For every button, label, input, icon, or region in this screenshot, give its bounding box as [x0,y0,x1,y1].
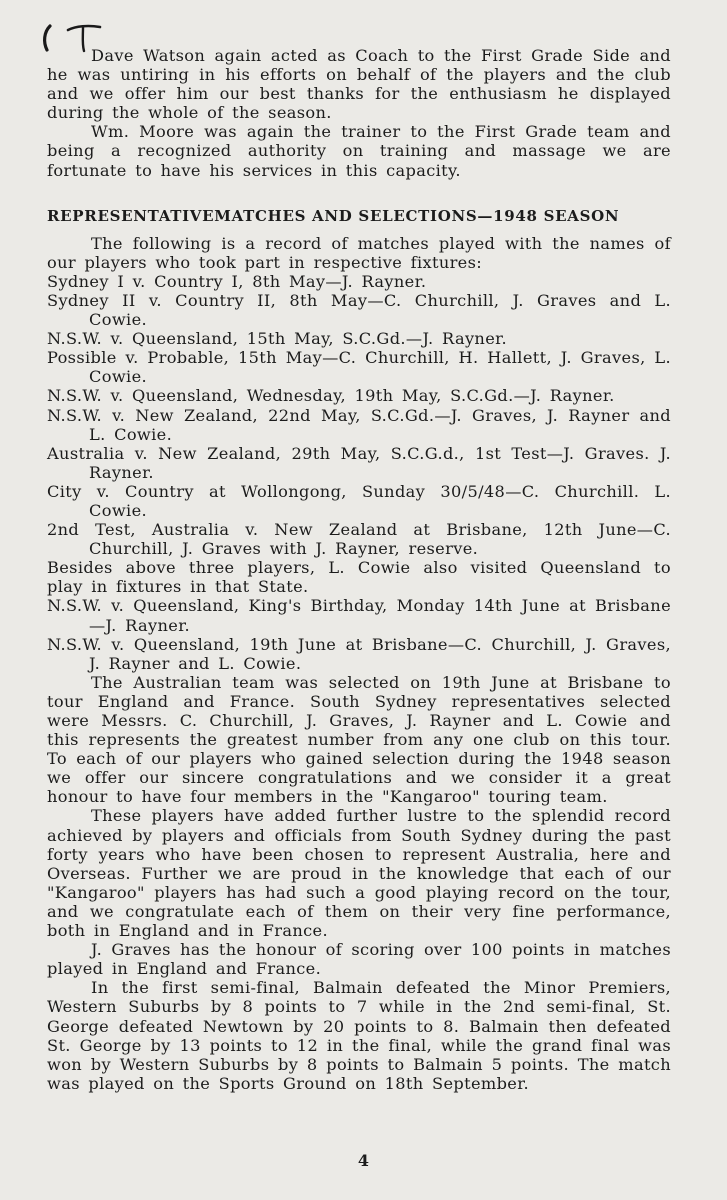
fixture-entry: Australia v. New Zealand, 29th May, S.C.G.d., 1st Test—J. Graves. J. Rayner. [47,443,671,482]
record-intro-paragraph: The following is a record of matches played with the names of our players who took part in respective fixtures: [47,233,671,272]
coach-paragraph: Dave Watson again acted as Coach to the First Grade Side and he was untiring in his efforts on behalf of the players and the club and we offer him our best thanks for the enthusiasm he displayed during the whole of the season. [47,46,671,123]
section-heading: REPRESENTATIVEMATCHES AND SELECTIONS—1948 SEASON [47,206,620,225]
kangaroo-selection-paragraph: The Australian team was selected on 19th June at Brisbane to tour England and France. South Sydney representatives selected were Messrs. C. Churchill, J. Graves, J. Rayner and L. Cowie and this represents the greatest number from any one club on this tour. To each of our players who gained selection during the 1948 season we offer our sincere congratulations and we consider it a great honour to have four members in the "Kangaroo" touring team. [47,672,671,807]
fixture-entry: City v. Country at Wollongong, Sunday 30/5/48—C. Churchill. L. Cowie. [47,481,671,520]
finals-paragraph: In the first semi-final, Balmain defeated the Minor Premiers, Western Suburbs by 8 points to 7 while in the 2nd semi-final, St. George defeated Newtown by 20 points to 8. Balmain then defeated St. George by 13 points to 12 in the final, while the grand final was won by Western Suburbs by 8 points to Balmain 5 points. The match was played on the Sports Ground on 18th September. [47,978,671,1093]
handwritten-mark-icon [38,18,108,78]
lustre-paragraph: These players have added further lustre to the splendid record achieved by players and officials from South Sydney during the past forty years who have been chosen to represent Australia, here and Overseas. Further we are proud in the knowledge that each of our "Kangaroo" players has had such a good playing record on the tour, and we congratulate each of them on their very fine performance, both in England and in France. [47,806,671,941]
graves-scoring-paragraph: J. Graves has the honour of scoring over 100 points in matches played in England and France. [47,940,671,979]
fixture-entry: N.S.W. v. Queensland, King's Birthday, Monday 14th June at Brisbane—J. Rayner. [47,596,671,635]
fixture-entry: N.S.W. v. Queensland, 19th June at Brisbane—C. Churchill, J. Graves, J. Rayner and L. Cowie. [47,634,671,673]
page-number: 4 [357,1151,370,1170]
fixture-entry: N.S.W. v. Queensland, 15th May, S.C.Gd.—J. Rayner. [47,329,507,349]
fixture-entry: 2nd Test, Australia v. New Zealand at Brisbane, 12th June—C. Churchill, J. Graves with J. Rayner, reserve. [47,520,671,559]
fixture-entry: Sydney II v. Country II, 8th May—C. Churchill, J. Graves and L. Cowie. [47,290,671,330]
fixture-entry: N.S.W. v. Queensland, Wednesday, 19th May, S.C.Gd.—J. Rayner. [47,386,615,406]
fixture-entry: Sydney I v. Country I, 8th May—J. Rayner. [47,271,427,291]
fixture-entry: Possible v. Probable, 15th May—C. Churchill, H. Hallett, J. Graves, L. Cowie. [47,348,671,387]
fixture-entry: N.S.W. v. New Zealand, 22nd May, S.C.Gd.—J. Graves, J. Rayner and L. Cowie. [47,405,671,444]
fixture-entry: Besides above three players, L. Cowie also visited Queensland to play in fixtures in that State. [47,558,671,597]
trainer-paragraph: Wm. Moore was again the trainer to the First Grade team and being a recognized authority on training and massage we are fortunate to have his services in this capacity. [47,122,671,180]
